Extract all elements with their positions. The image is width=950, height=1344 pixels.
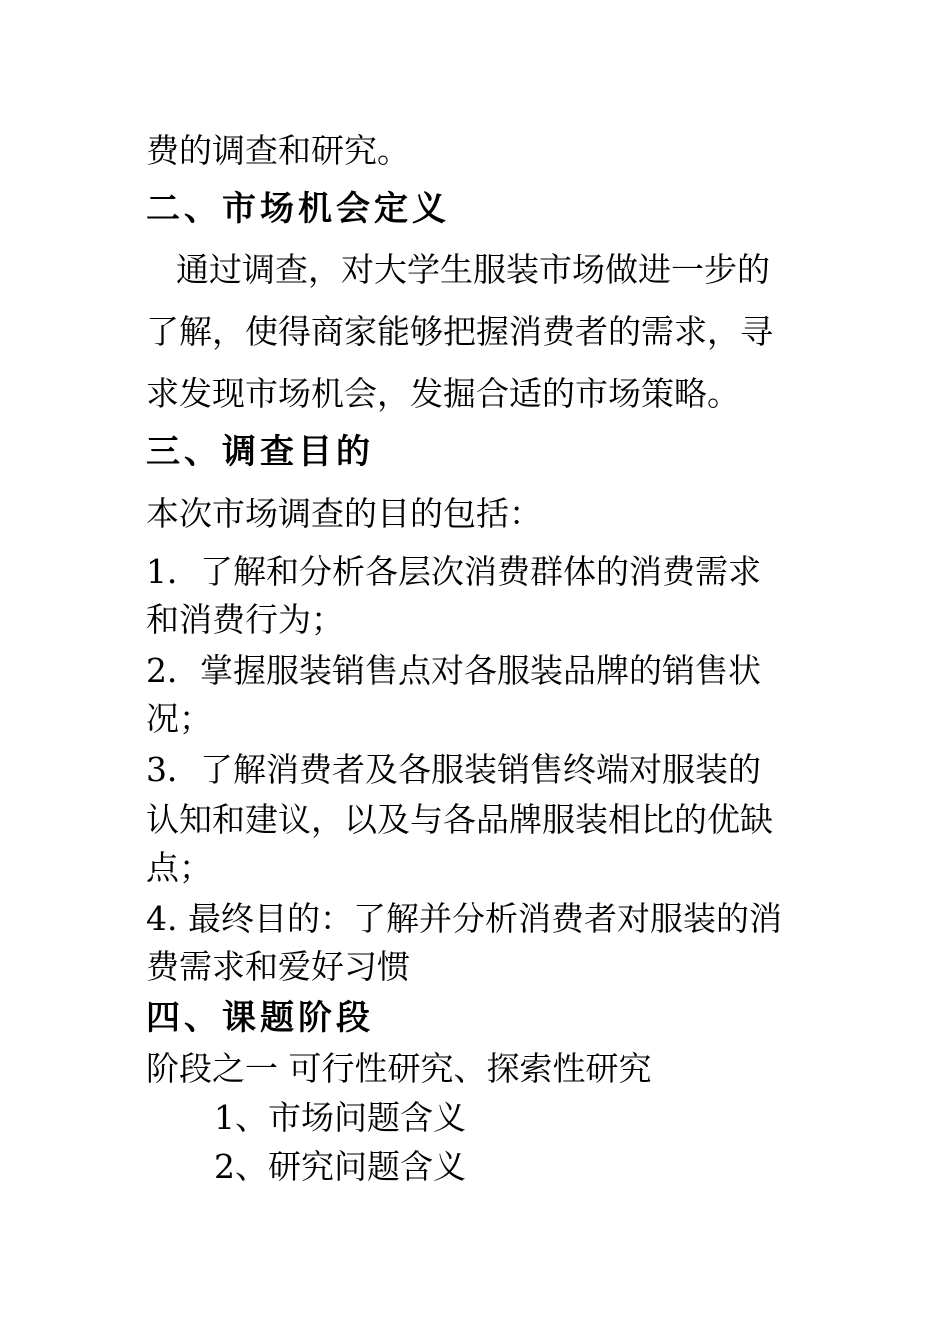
list-item-line: 认知和建议，以及与各品牌服装相比的优缺 <box>146 800 773 839</box>
list-item-line: 况； <box>146 699 212 738</box>
purpose-intro: 本次市场调查的目的包括： <box>146 494 542 533</box>
list-item-line: 点； <box>146 848 212 887</box>
list-item-line: 费需求和爱好习惯 <box>146 947 410 986</box>
paragraph-line: 了解，使得商家能够把握消费者的需求，寻 <box>146 312 773 351</box>
stage-line: 阶段之一 可行性研究、探索性研究 <box>146 1049 652 1088</box>
continued-paragraph: 费的调查和研究。 <box>146 131 410 170</box>
list-item-line: 3．了解消费者及各服装销售终端对服装的 <box>146 750 761 789</box>
subitem-line: 2、研究问题含义 <box>214 1147 466 1186</box>
list-item-line: 2．掌握服装销售点对各服装品牌的销售状 <box>146 651 761 690</box>
paragraph-line: 求发现市场机会，发掘合适的市场策略。 <box>146 374 740 413</box>
section-heading-survey-purpose: 三、调查目的 <box>146 432 374 472</box>
list-item-line: 1．了解和分析各层次消费群体的消费需求 <box>146 552 761 591</box>
section-heading-project-stages: 四、课题阶段 <box>146 998 374 1038</box>
paragraph-line: 通过调查，对大学生服装市场做进一步的 <box>176 250 770 289</box>
list-item-line: 4. 最终目的：了解并分析消费者对服装的消 <box>146 899 782 938</box>
subitem-line: 1、市场问题含义 <box>214 1098 466 1137</box>
section-heading-market-opportunity: 二、市场机会定义 <box>146 189 450 229</box>
list-item-line: 和消费行为； <box>146 600 344 639</box>
